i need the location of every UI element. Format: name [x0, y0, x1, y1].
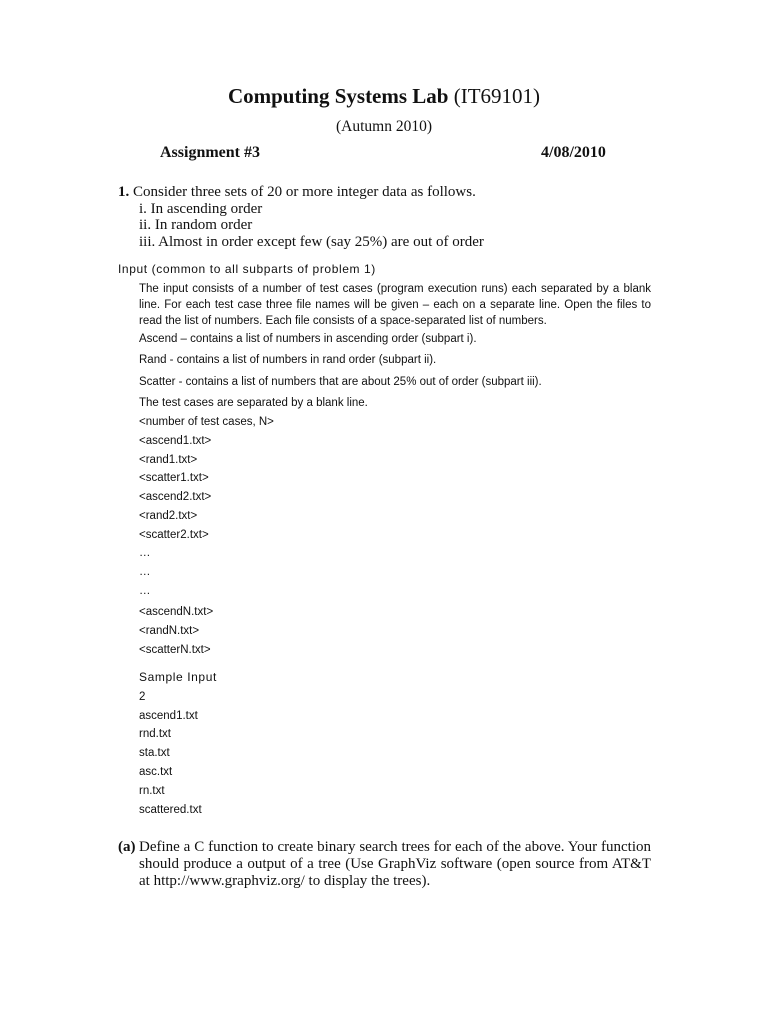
sample-line: 2 — [139, 691, 146, 703]
input-heading: Input (common to all subparts of problem 1) — [118, 262, 376, 276]
course-code: (IT69101) — [453, 84, 541, 108]
problem-1-intro — [118, 184, 476, 201]
format-line: <ascend1.txt> — [139, 435, 212, 447]
input-description: The input consists of a number of test cases (program execution runs) each separated by a blank line. For each test case three file names will be given – each on a separate line. Open the files to read the list of numbers. Each file consists of a space-separated list of numbers. — [139, 283, 651, 327]
sample-line: rn.txt — [139, 785, 165, 797]
format-line: <rand1.txt> — [139, 454, 198, 466]
course-name: Computing Systems Lab — [227, 84, 449, 108]
format-line: <rand2.txt> — [139, 510, 198, 522]
format-line: … — [139, 585, 151, 597]
problem-item: i. In ascending order — [139, 201, 263, 217]
assignment-date: 4/08/2010 — [541, 144, 606, 161]
sample-line: asc.txt — [139, 766, 173, 778]
scatter-description: Scatter - contains a list of numbers that are about 25% out of order (subpart iii). — [139, 376, 542, 388]
format-line: <number of test cases, N> — [139, 416, 274, 428]
assignment-number: Assignment #3 — [160, 144, 261, 161]
sample-line: scattered.txt — [139, 804, 202, 816]
problem-item: iii. Almost in order except few (say 25%) are out of order — [139, 234, 484, 250]
format-line: <scatter2.txt> — [139, 529, 209, 541]
format-line: … — [139, 566, 151, 578]
format-line: <scatter1.txt> — [139, 472, 209, 484]
format-line: <randN.txt> — [139, 625, 200, 637]
sample-line: rnd.txt — [139, 728, 171, 740]
page-title — [0, 84, 768, 109]
term-label: (Autumn 2010) — [335, 118, 432, 135]
ascend-description: Ascend – contains a list of numbers in ascending order (subpart i). — [139, 333, 477, 345]
format-line: <scatterN.txt> — [139, 644, 211, 656]
part-a-label: (a) — [118, 839, 136, 855]
rand-description: Rand - contains a list of numbers in rand order (subpart ii). — [139, 354, 437, 366]
sample-line: ascend1.txt — [139, 710, 198, 722]
problem-item: ii. In random order — [139, 217, 253, 233]
sample-line: sta.txt — [139, 747, 170, 759]
format-line: … — [139, 547, 151, 559]
format-line: <ascend2.txt> — [139, 491, 212, 503]
problem-number: 1. — [118, 184, 130, 200]
sample-input-heading: Sample Input — [139, 670, 217, 684]
separator-note: The test cases are separated by a blank line. — [139, 397, 368, 409]
part-a-text: Define a C function to create binary search trees for each of the above. Your function should produce a output of a tree (Use GraphViz software (open source from AT&T at http://www.graphviz.org/ to display the trees). — [139, 839, 651, 889]
format-line: <ascendN.txt> — [139, 606, 214, 618]
problem-intro-text: Consider three sets of 20 or more integer data as follows. — [133, 184, 476, 200]
